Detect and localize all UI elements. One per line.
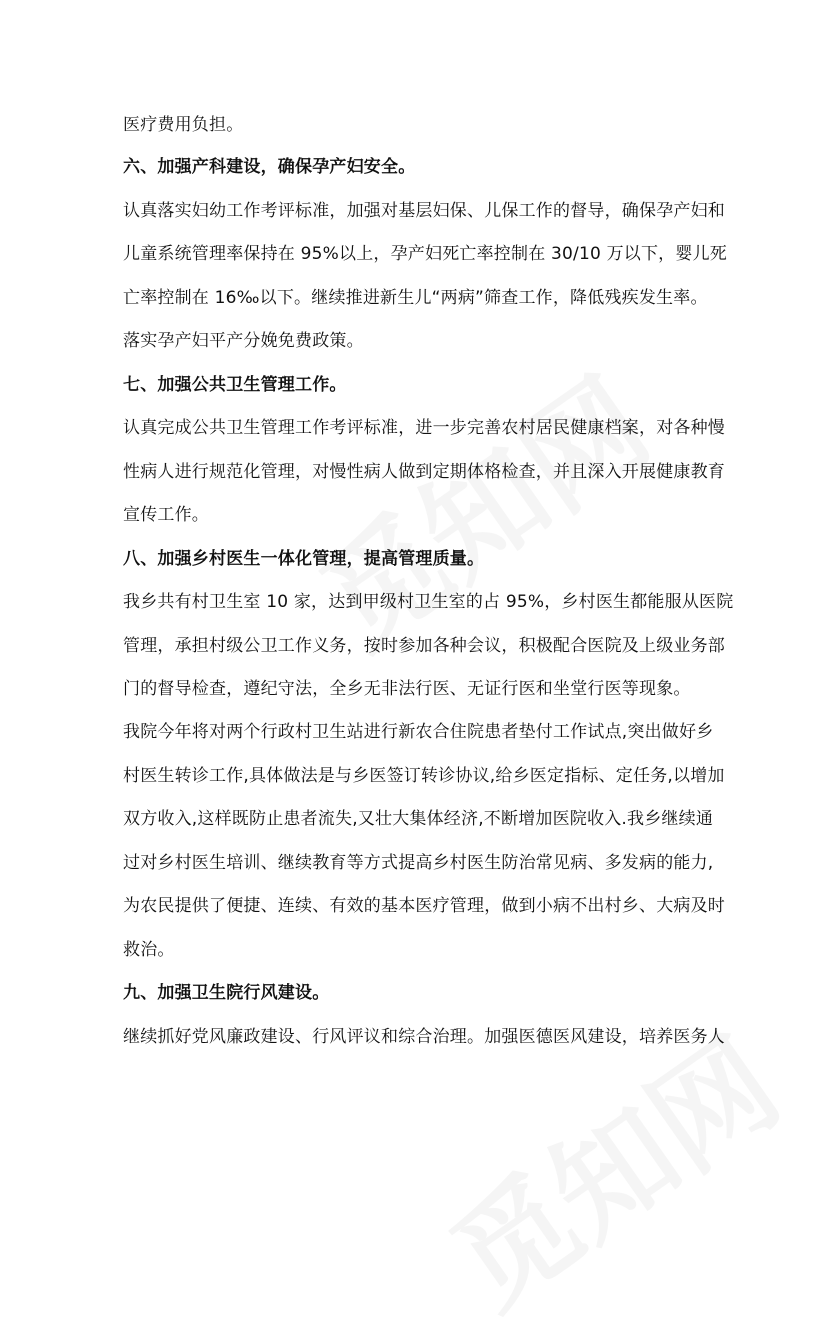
section-heading: 七、加强公共卫生管理工作。	[123, 375, 347, 395]
paragraph-line: 双方收入,这样既防止患者流失,又壮大集体经济,不断增加医院收入.我乡继续通	[123, 809, 714, 829]
paragraph-line: 过对乡村医生培训、继续教育等方式提高乡村医生防治常见病、多发病的能力,	[123, 853, 714, 873]
section-heading: 八、加强乡村医生一体化管理，提高管理质量。	[123, 549, 485, 569]
paragraph-line: 医疗费用负担。	[123, 115, 244, 135]
paragraph-line: 为农民提供了便捷、连续、有效的基本医疗管理，做到小病不出村乡、大病及时	[123, 896, 725, 916]
section-heading: 六、加强产科建设，确保孕产妇安全。	[123, 157, 416, 177]
paragraph-line: 管理，承担村级公卫工作义务，按时参加各种会议，积极配合医院及上级业务部	[123, 636, 725, 656]
section-heading: 九、加强卫生院行风建设。	[123, 983, 330, 1003]
paragraph-line: 救治。	[123, 940, 175, 960]
paragraph-line: 宣传工作。	[123, 505, 209, 525]
paragraph-line: 儿童系统管理率保持在 95%以上，孕产妇死亡率控制在 30/10 万以下，婴儿死	[123, 244, 727, 264]
paragraph-line: 亡率控制在 16‰以下。继续推进新生儿“两病”筛查工作，降低残疾发生率。	[123, 288, 708, 308]
paragraph-line: 认真落实妇幼工作考评标准，加强对基层妇保、儿保工作的督导，确保孕产妇和	[123, 201, 725, 221]
paragraph-line: 村医生转诊工作,具体做法是与乡医签订转诊协议,给乡医定指标、定任务,以增加	[123, 766, 725, 786]
paragraph-line: 性病人进行规范化管理，对慢性病人做到定期体格检查，并且深入开展健康教育	[123, 462, 725, 482]
paragraph-line: 我院今年将对两个行政村卫生站进行新农合住院患者垫付工作试点,突出做好乡	[123, 722, 714, 742]
paragraph-line: 认真完成公共卫生管理工作考评标准，进一步完善农村居民健康档案，对各种慢	[123, 418, 725, 438]
paragraph-line: 门的督导检查，遵纪守法，全乡无非法行医、无证行医和坐堂行医等现象。	[123, 679, 691, 699]
paragraph-line: 落实孕产妇平产分娩免费政策。	[123, 331, 364, 351]
paragraph-line: 我乡共有村卫生室 10 家，达到甲级村卫生室的占 95%，乡村医生都能服从医院	[123, 592, 734, 612]
paragraph-line: 继续抓好党风廉政建设、行风评议和综合治理。加强医德医风建设，培养医务人	[123, 1027, 725, 1047]
